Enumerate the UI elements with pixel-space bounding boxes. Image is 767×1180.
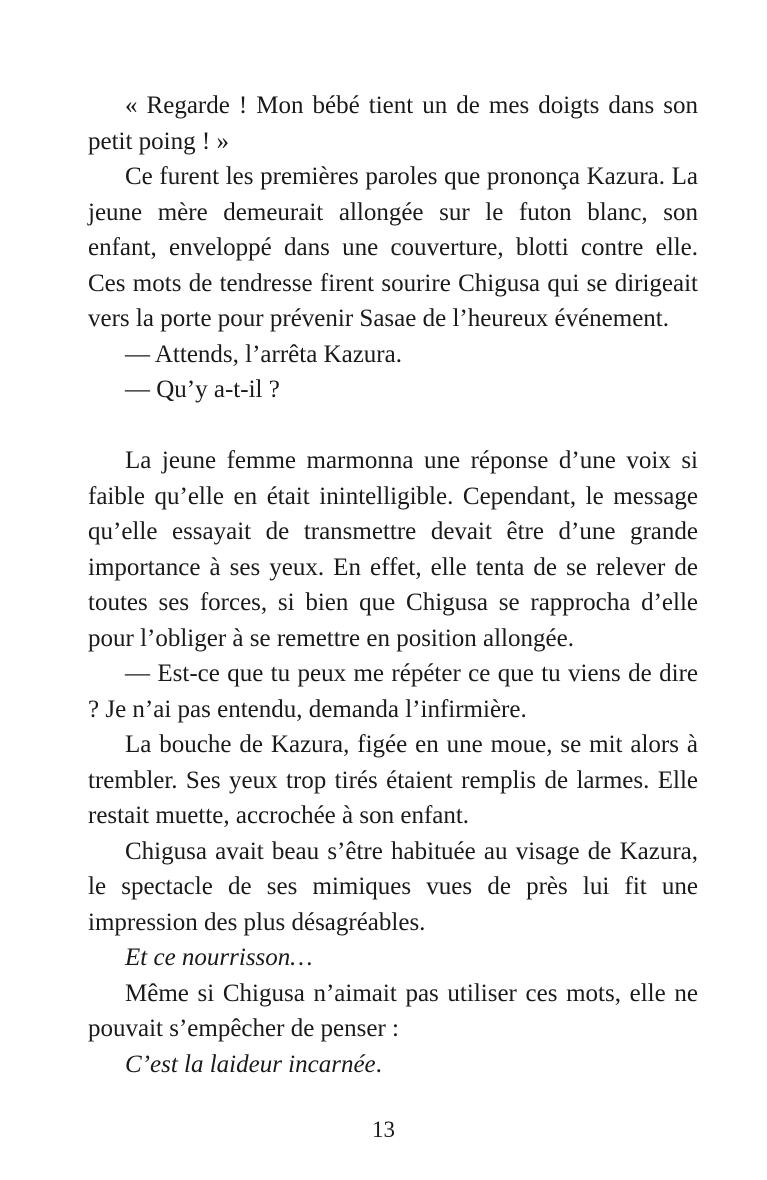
italic-thought [88,940,698,976]
final-period: . [375,1050,382,1078]
paragraph: Même si Chigusa n’aimait pas utiliser ces mots, elle ne pouvait s’empêcher de penser : [88,979,698,1042]
paragraph: « Regarde ! Mon bébé tient un de mes doigts dans son petit poing ! » [88,92,698,155]
dialogue-line: — Attends, l’arrêta Kazura. [125,340,402,368]
page-number: 13 [372,1117,395,1142]
paragraph: La bouche de Kazura, figée en une moue, se mit alors à trembler. Ses yeux trop tirés étaient remplis de larmes. Elle restait muette, accrochée à son enfant. [88,731,698,829]
paragraph: La jeune femme marmonna une réponse d’une voix si faible qu’elle en était inintelligible. Cependant, le message qu’elle essayait de transmettre devait être d’une grande importance à ses yeux. En effet, elle tenta de se relever de toutes ses forces, si bien que Chigusa se rapprocha d’elle pour l’obliger à se remettre en position allongée. [88,447,698,652]
italic-text: C’est la laideur incarnée [125,1050,376,1078]
paragraph: Ce furent les premières paroles que prononça Kazura. La jeune mère demeurait allongée sur le futon blanc, son enfant, enveloppé dans une couverture, blotti contre elle. Ces mots de tendresse firent sourire Chigusa qui se dirigeait vers la porte pour prévenir Sasae de l’heureux événement. [88,163,698,332]
italic-text: Et ce nourrisson… [125,944,313,971]
paragraph: Chigusa avait beau s’être habituée au visage de Kazura, le spectacle de ses mimiques vues de près lui fit une impression des plus désagréables. [88,837,698,936]
section-break [88,408,698,444]
dialogue-line: — Qu’y a-t-il ? [125,376,280,403]
dialogue-line: — Est-ce que tu peux me répéter ce que tu viens de dire ? Je n’ai pas entendu, demanda l’infirmière. [88,660,698,723]
page-body [88,88,698,1082]
italic-thought [88,1047,698,1083]
